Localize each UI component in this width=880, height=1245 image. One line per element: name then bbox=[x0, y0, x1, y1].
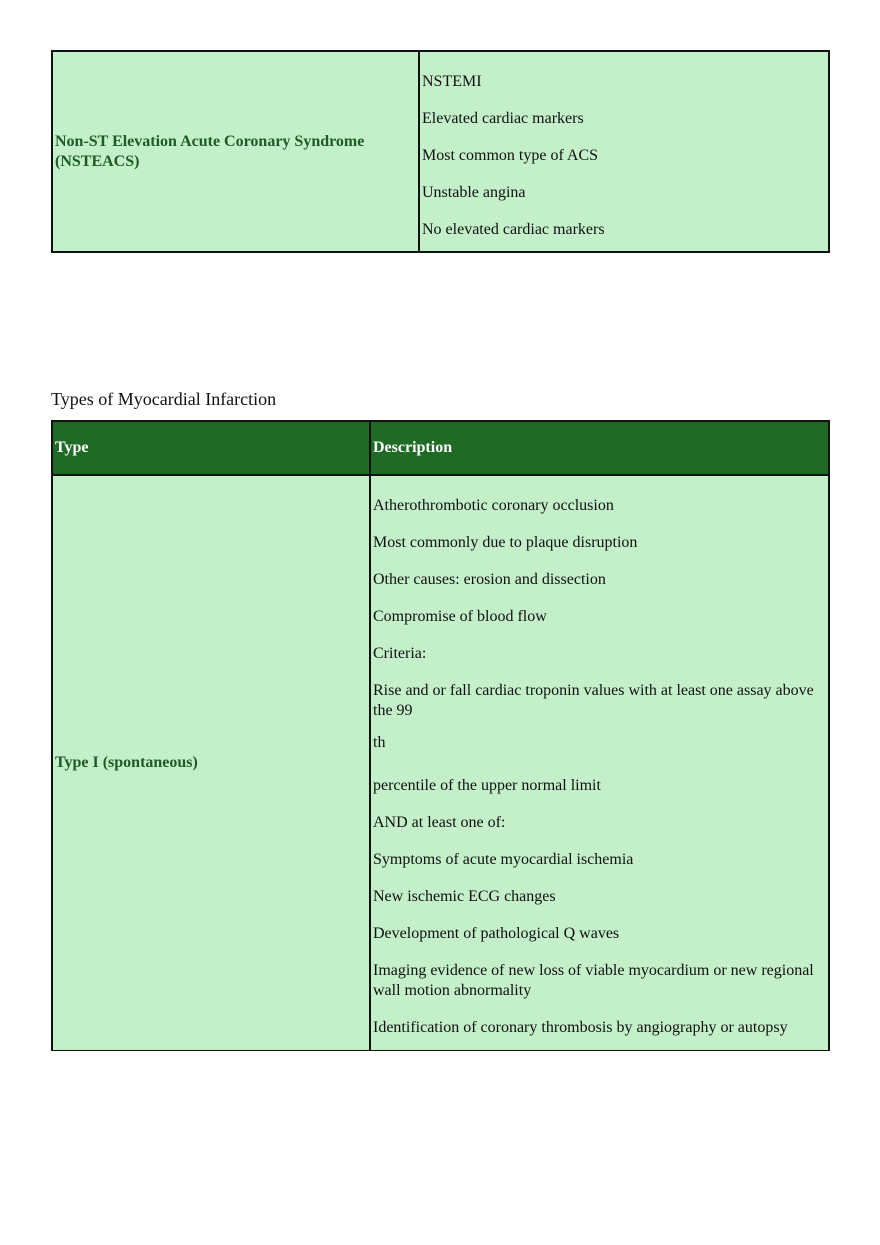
list-item: Atherothrombotic coronary occlusion bbox=[373, 497, 614, 514]
list-item: Imaging evidence of new loss of viable myocardium or new regional wall motion abnormality bbox=[373, 962, 814, 999]
list-item: No elevated cardiac markers bbox=[422, 221, 605, 238]
list-item: Identification of coronary thrombosis by angiography or autopsy bbox=[373, 1019, 788, 1036]
list-item: Rise and or fall cardiac troponin values with at least one assay above the 99 bbox=[373, 682, 814, 719]
type-cell bbox=[53, 476, 371, 1050]
list-item: NSTEMI bbox=[422, 73, 482, 90]
table-row bbox=[53, 476, 828, 1051]
table-row bbox=[53, 52, 828, 253]
list-item: Elevated cardiac markers bbox=[422, 110, 584, 127]
type-label: Type I (spontaneous) bbox=[55, 754, 198, 771]
list-item: Development of pathological Q waves bbox=[373, 925, 620, 942]
list-item: Unstable angina bbox=[422, 184, 526, 201]
list-item: percentile of the upper normal limit bbox=[373, 777, 601, 794]
table-header-row bbox=[53, 422, 828, 476]
list-item: New ischemic ECG changes bbox=[373, 888, 556, 905]
list-item: th bbox=[373, 734, 386, 751]
list-item: Criteria: bbox=[373, 645, 427, 662]
list-item: Other causes: erosion and dissection bbox=[373, 571, 606, 588]
nsteacs-table bbox=[51, 50, 830, 253]
header-description: Description bbox=[371, 422, 828, 474]
mi-types-table bbox=[51, 420, 830, 1051]
list-item: Compromise of blood flow bbox=[373, 608, 547, 625]
list-item: Most commonly due to plaque disruption bbox=[373, 534, 638, 551]
list-item: AND at least one of: bbox=[373, 814, 506, 831]
row-label: Non-ST Elevation Acute Coronary Syndrome (NSTEACS) bbox=[55, 132, 365, 170]
description-cell bbox=[420, 52, 828, 251]
header-type: Type bbox=[53, 422, 371, 474]
row-label-cell bbox=[53, 52, 420, 251]
list-item: Most common type of ACS bbox=[422, 147, 599, 164]
section-title: Types of Myocardial Infarction bbox=[51, 389, 277, 409]
description-cell bbox=[371, 476, 828, 1050]
list-item: Symptoms of acute myocardial ischemia bbox=[373, 851, 634, 868]
